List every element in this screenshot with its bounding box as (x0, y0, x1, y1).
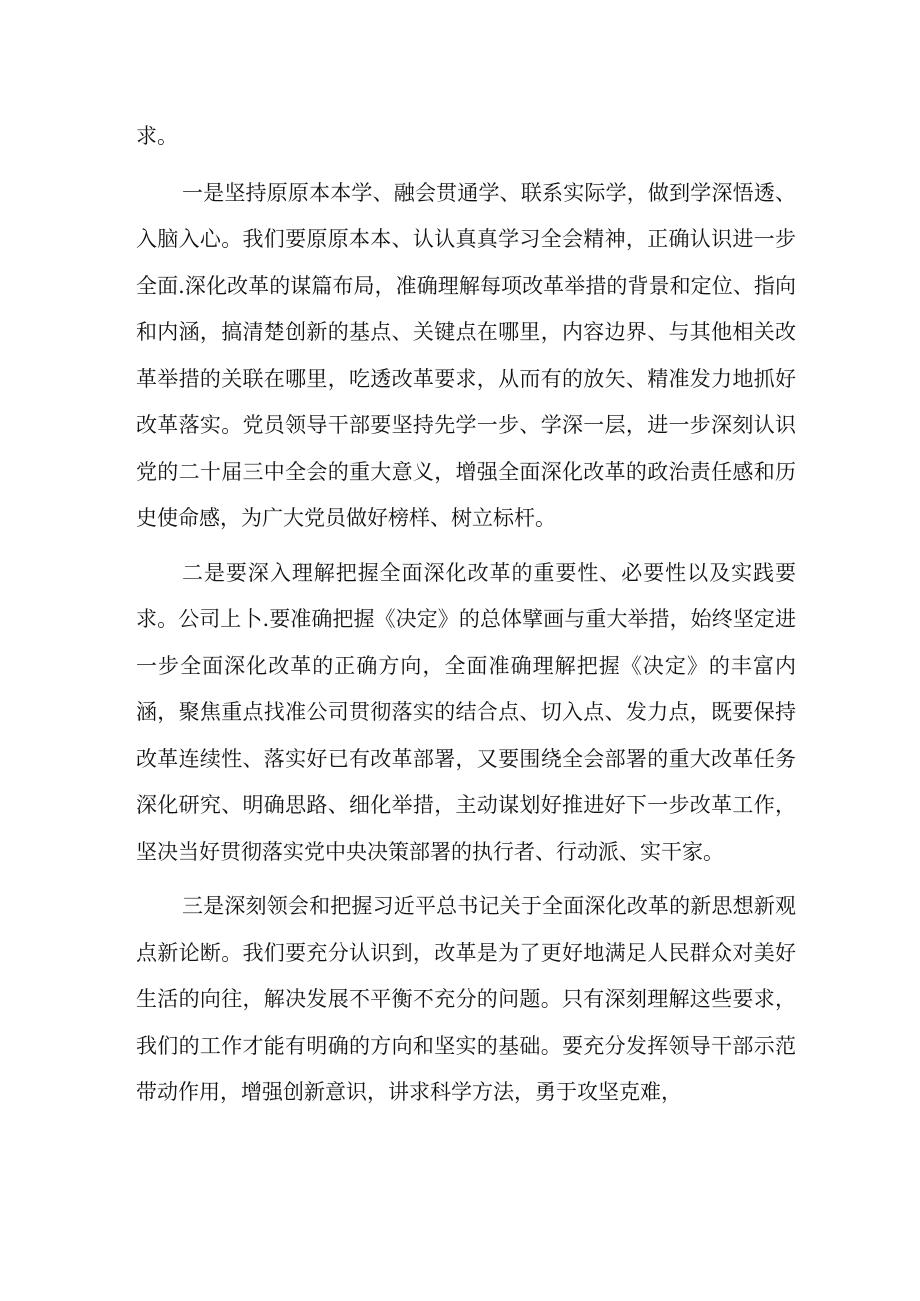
paragraph-point-one: 一是坚持原原本本学、融会贯通学、联系实际学，做到学深悟透、入脑入心。我们要原原本本、认认真真学习全会精神，正确认识进一步全面.深化改革的谋篇布局，准确理解每项改革举措的背景和定位、指向和内涵，搞清楚创新的基点、关键点在哪里，内容边界、与其他相关改革举措的关联在哪里，吃透改革要求，从而有的放矢、精准发力地抓好改革落实。党员领导干部要坚持先学一步、学深一层，进一步深刻认识党的二十届三中全会的重大意义，增强全面深化改革的政治责任感和历史使命感，为广大党员做好榜样、树立标杆。 (136, 180, 796, 530)
body-text (136, 113, 796, 1124)
paragraph-point-two: 二是要深入理解把握全面深化改革的重要性、必要性以及实践要求。公司上卜.要准确把握《决定》的总体擘画与重大举措，始终坚定进一步全面深化改革的正确方向，全面准确理解把握《决定》的丰富内涵，聚焦重点找准公司贯彻落实的结合点、切入点、发力点，既要保持改革连续性、落实好已有改革部署，又要围绕全会部署的重大改革任务深化研究、明确思路、细化举措，主动谋划好推进好下一步改革工作，坚决当好贯彻落实党中央决策部署的执行者、行动派、实干家。 (136, 560, 796, 864)
paragraph-continuation: 求。 (136, 124, 178, 148)
paragraph-point-three: 三是深刻领会和把握习近平总书记关于全面深化改革的新思想新观点新论断。我们要充分认识到，改革是为了更好地满足人民群众对美好生活的向往，解决发展不平衡不充分的问题。只有深刻理解这些要求，我们的工作才能有明确的方向和坚实的基础。要充分发挥领导干部示范带动作用，增强创新意识，讲求科学方法，勇于攻坚克难， (136, 894, 796, 1104)
